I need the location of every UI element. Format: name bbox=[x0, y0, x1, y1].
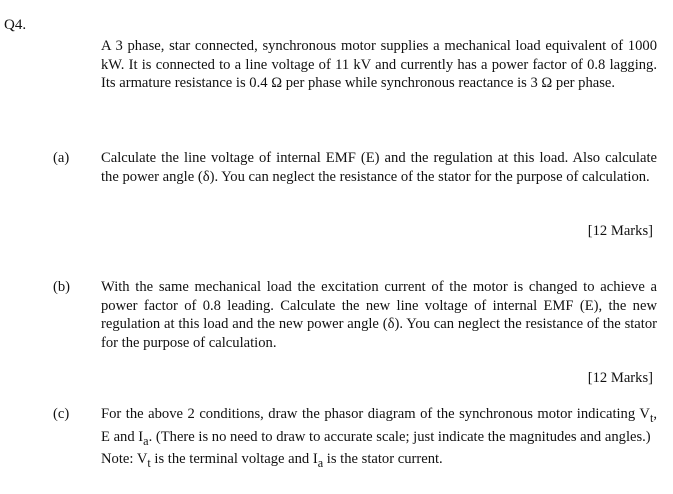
note-prefix: Note: bbox=[101, 451, 137, 467]
part-a-label: (a) bbox=[53, 150, 70, 166]
symbol-ia-sub: a bbox=[143, 433, 149, 448]
question-number: Q4. bbox=[4, 17, 27, 33]
note-symbol-vt-sub: t bbox=[147, 455, 151, 470]
part-a-text: Calculate the line voltage of internal EMF (E) and the regulation at this load. Also calculate the power angle (δ). You can neglect the resistance of the stator for the purpose of calculation. bbox=[101, 150, 657, 185]
note-symbol-vt-main: V bbox=[136, 451, 148, 467]
note-suffix: is the stator current. bbox=[323, 451, 443, 467]
part-c-text-suffix: . (There is no need to draw to accurate scale; just indicate the magnitudes and angles.) bbox=[148, 428, 651, 445]
part-b-label: (b) bbox=[53, 279, 71, 295]
question-intro: A 3 phase, star connected, synchronous motor supplies a mechanical load equivalent of 1000 kW. It is connected to a line voltage of 11 kV and currently has a power factor of 0.8 lagging. Its armature resistance is 0.4 Ω per phase while synchronous reactance is 3 Ω per phase. bbox=[101, 38, 657, 92]
symbol-vt-main: V bbox=[639, 406, 650, 422]
note-mid: is the terminal voltage and bbox=[150, 451, 313, 467]
symbol-vt bbox=[639, 406, 654, 425]
part-b-marks: [12 Marks] bbox=[587, 370, 653, 386]
note-symbol-ia-sub: a bbox=[317, 455, 324, 470]
part-c-text-prefix: For the above 2 conditions, draw the phasor diagram of the synchronous motor indicating bbox=[101, 406, 640, 422]
part-c-text-mid: , E and bbox=[101, 406, 657, 445]
part-c-label: (c) bbox=[53, 406, 70, 422]
note-symbol-ia bbox=[312, 451, 324, 470]
part-b-text: With the same mechanical load the excitation current of the motor is changed to achieve a power factor of 0.8 leading. Calculate the new line voltage of internal EMF (E), the new regulation at this load and the new power angle (δ). You can neglect the resistance of the stator for the purpose of calculation. bbox=[101, 279, 657, 351]
note-symbol-vt bbox=[136, 451, 151, 470]
part-a-marks: [12 Marks] bbox=[587, 223, 653, 239]
symbol-vt-sub: t bbox=[649, 410, 654, 425]
symbol-ia bbox=[138, 428, 149, 448]
note-symbol-ia-main: I bbox=[312, 451, 318, 467]
part-c-text bbox=[101, 405, 657, 473]
symbol-ia-main: I bbox=[138, 428, 144, 445]
